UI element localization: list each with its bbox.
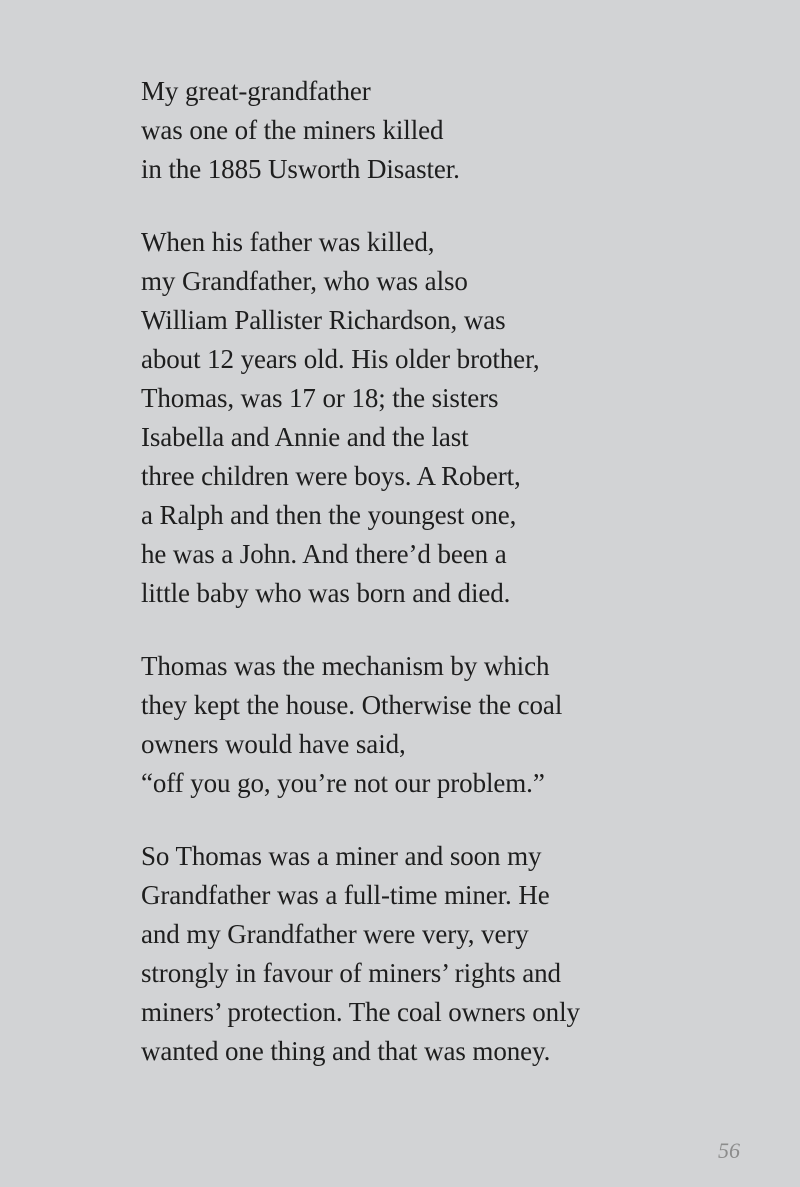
text-line: and my Grandfather were very, very (141, 919, 529, 949)
text-line: William Pallister Richardson, was (141, 305, 506, 335)
body-text (141, 72, 761, 1105)
page-number: 56 (718, 1138, 740, 1163)
text-line: about 12 years old. His older brother, (141, 344, 540, 374)
text-line: owners would have said, (141, 729, 406, 759)
stanza-1 (141, 72, 761, 189)
text-line: he was a John. And there’d been a (141, 539, 507, 569)
text-line: Thomas, was 17 or 18; the sisters (141, 383, 499, 413)
stanza-3 (141, 647, 761, 803)
text-line: Thomas was the mechanism by which (141, 651, 550, 681)
text-line: three children were boys. A Robert, (141, 461, 521, 491)
text-line: they kept the house. Otherwise the coal (141, 690, 563, 720)
text-line: my Grandfather, who was also (141, 266, 468, 296)
text-line: “off you go, you’re not our problem.” (141, 768, 545, 798)
text-line: a Ralph and then the youngest one, (141, 500, 517, 530)
text-line: My great-grandfather (141, 76, 371, 106)
stanza-4 (141, 837, 761, 1071)
text-line: When his father was killed, (141, 227, 435, 257)
stanza-2 (141, 223, 761, 613)
text-line: So Thomas was a miner and soon my (141, 841, 542, 871)
text-line: Grandfather was a full-time miner. He (141, 880, 550, 910)
text-line: strongly in favour of miners’ rights and (141, 958, 561, 988)
text-line: wanted one thing and that was money. (141, 1036, 551, 1066)
text-line: little baby who was born and died. (141, 578, 511, 608)
text-line: in the 1885 Usworth Disaster. (141, 154, 460, 184)
text-line: Isabella and Annie and the last (141, 422, 469, 452)
text-line: miners’ protection. The coal owners only (141, 997, 580, 1027)
text-line: was one of the miners killed (141, 115, 444, 145)
